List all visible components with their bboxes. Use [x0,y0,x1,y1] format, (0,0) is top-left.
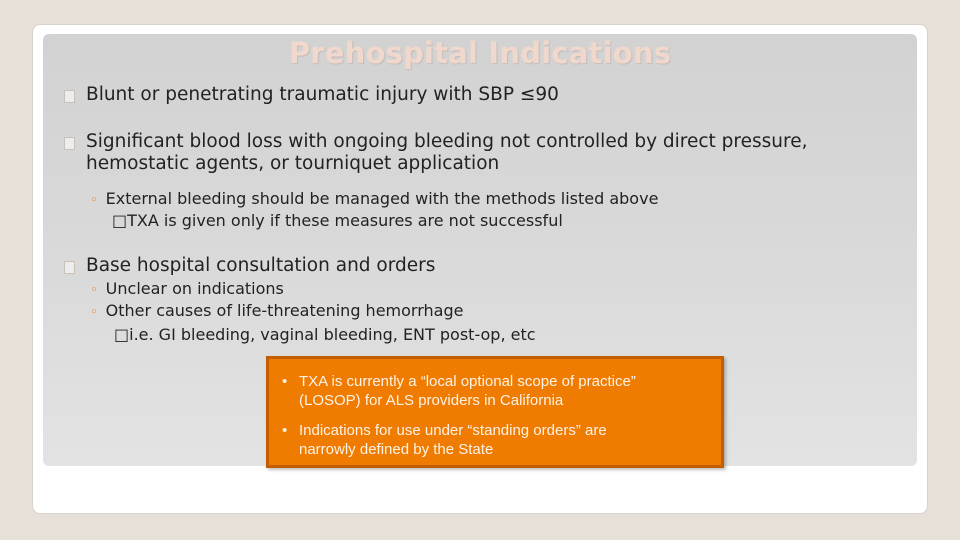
sub-sub-bullet [112,210,563,231]
callout-item-text [299,372,719,410]
sub-bullet-text: Other causes of life-threatening hemorrhage [105,301,464,320]
sub-sub-bullet [114,324,536,345]
slide-title: Prehospital Indications [288,36,672,70]
bullet-text-continued: hemostatic agents, or tourniquet application [86,153,500,174]
bullet-dot-icon: • [282,422,288,439]
sub-sub-bullet-text: TXA is given only if these measures are not successful [127,211,563,230]
sub-bullet [90,188,658,211]
sub-bullet-text: Unclear on indications [105,279,284,298]
callout-line: (LOSOP) for ALS providers in California [299,392,564,409]
bullet-dot-icon: • [282,373,288,390]
bullet-text: Blunt or penetrating traumatic injury with SBP ≤90 [86,84,559,105]
checkbox-bullet-icon [64,90,75,103]
box-bullet-icon: □ [114,325,130,344]
sub-bullet-text: External bleeding should be managed with the methods listed above [105,189,659,208]
callout-line: narrowly defined by the State [299,441,494,458]
bullet-text: Base hospital consultation and orders [86,255,436,276]
checkbox-bullet-icon [64,261,75,274]
bullet-text: Significant blood loss with ongoing bleeding not controlled by direct pressure, [86,131,808,152]
sub-bullet [90,300,463,323]
box-bullet-icon: □ [112,211,128,230]
callout-item-text [299,421,719,459]
sub-sub-bullet-text: i.e. GI bleeding, vaginal bleeding, ENT post-op, etc [129,325,536,344]
sub-bullet [90,278,284,301]
callout-line: TXA is currently a “local optional scope of practice” [299,373,636,390]
callout-box [266,356,724,468]
callout-line: Indications for use under “standing orders” are [299,422,607,439]
circle-bullet-icon: ◦ [90,283,98,298]
circle-bullet-icon: ◦ [90,305,98,320]
checkbox-bullet-icon [64,137,75,150]
circle-bullet-icon: ◦ [90,193,98,208]
